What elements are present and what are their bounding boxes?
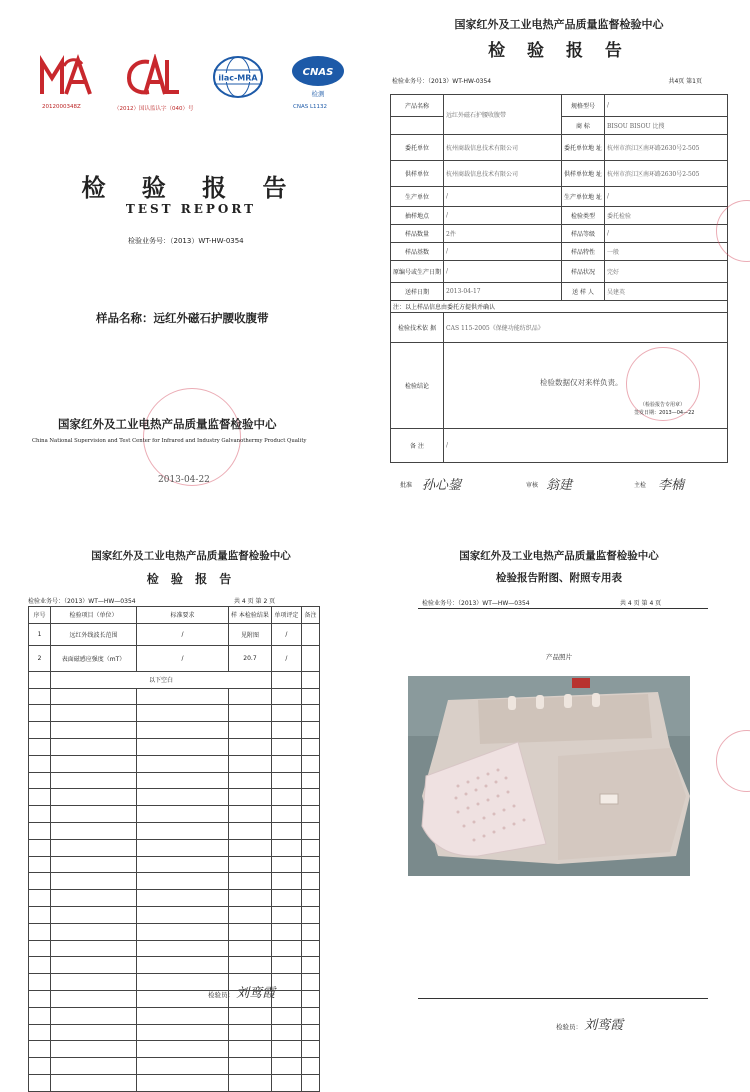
header-cell: 单项评定 — [271, 607, 301, 624]
label-cell: 送 样 人 — [562, 283, 605, 301]
blank-table-row — [29, 705, 320, 722]
inspector-signature: 刘鸾霞 — [236, 986, 276, 1001]
report-page-4 — [386, 538, 732, 1042]
cell: 2 — [29, 645, 51, 671]
value-cell: 吴建英 — [604, 283, 727, 301]
report-title-en: TEST REPORT — [125, 202, 257, 216]
table-row — [29, 623, 320, 645]
test-results-table — [28, 606, 320, 1092]
center-header: 国家红外及工业电热产品质量监督检验中心 — [91, 550, 291, 562]
blank-table-row — [29, 738, 320, 755]
label-cell: 样品数量 — [391, 225, 444, 243]
inspector-signature: 刘鸾霞 — [584, 1018, 624, 1033]
cell: 见附图 — [229, 623, 272, 645]
value-cell: / — [444, 243, 562, 261]
cnas-logo-text: CNAS — [302, 67, 334, 78]
photo-label: 产品照片 — [546, 653, 572, 661]
conclusion-cell — [444, 343, 728, 429]
label-cell: 备 注 — [391, 429, 444, 463]
value-cell: / — [444, 429, 728, 463]
value-cell: / — [604, 95, 727, 117]
value-cell: BISOU BISOU 比搜 — [604, 117, 727, 135]
center-name-en: China National Supervision and Test Center for Infrared and Industry Galvanothermy Product Quality — [32, 438, 307, 444]
blank-rows — [29, 688, 320, 1091]
blank-table-row — [29, 873, 320, 890]
cell: / — [137, 623, 229, 645]
conclusion-text: 检验数据仅对来样负责。 — [540, 378, 623, 387]
inspector-label: 检验员： — [208, 991, 234, 999]
header-cell: 样 本检验结果 — [229, 607, 272, 624]
cell: 表面磁感应强度（mT） — [51, 645, 137, 671]
value-cell: / — [444, 207, 562, 225]
label-cell: 生产单位地 址 — [562, 187, 605, 207]
blank-note: 以下空白 — [51, 671, 272, 688]
value-cell: 委托检验 — [604, 207, 727, 225]
table-note: 注：以上样品信息由委托方提供并确认 — [391, 301, 728, 313]
header-cell: 备注 — [301, 607, 319, 624]
inspector — [208, 982, 275, 1001]
label-cell: 商 标 — [562, 117, 605, 135]
cma-caption: 2012000348Z — [42, 104, 81, 110]
value-cell: / — [604, 225, 727, 243]
header-cell: 标准要求 — [137, 607, 229, 624]
cell: / — [137, 645, 229, 671]
blank-table-row — [29, 806, 320, 823]
report-cover-page — [18, 18, 364, 518]
page-info: 共4页 第1页 — [668, 78, 702, 85]
blank-table-row — [29, 1024, 320, 1041]
value-cell: 完好 — [604, 261, 727, 283]
value-cell: / — [604, 187, 727, 207]
report-title-cn: 检 验 报 告 — [81, 173, 301, 202]
label-cell: 抽样地点 — [391, 207, 444, 225]
value-cell: 杭州市滨江区南环路2630号2-505 — [604, 135, 727, 161]
blank-table-row — [29, 1058, 320, 1075]
blank-table-row — [29, 957, 320, 974]
blank-table-row — [29, 856, 320, 873]
product-photo — [408, 676, 690, 876]
value-cell: 2件 — [444, 225, 562, 243]
blank-table-row — [29, 990, 320, 1007]
attachment-title: 检验报告附图、附照专用表 — [496, 572, 622, 584]
value-cell: 2013-04-17 — [444, 283, 562, 301]
cell — [301, 623, 319, 645]
blank-table-row — [29, 974, 320, 991]
header-divider — [418, 608, 708, 609]
report-page-2 — [18, 538, 364, 1042]
report-date: 2013-04-22 — [158, 475, 210, 485]
label-cell: 供样单位 — [391, 161, 444, 187]
blank-table-row — [29, 923, 320, 940]
cal-logo-icon — [123, 54, 183, 100]
page-info: 共 4 页 第 4 页 — [620, 600, 662, 607]
label-cell: 委托单位地 址 — [562, 135, 605, 161]
blank-table-row — [29, 1074, 320, 1091]
label-cell: 样品等级 — [562, 225, 605, 243]
value-cell: 杭州商载信息技术有限公司 — [444, 135, 562, 161]
review-label: 审核 — [526, 482, 539, 489]
cnas-caption: CNAS L1132 — [293, 104, 328, 110]
blank-table-row — [29, 940, 320, 957]
label-cell: 委托单位 — [391, 135, 444, 161]
ilac-mra-logo-icon — [208, 54, 268, 100]
label-cell: 生产单位 — [391, 187, 444, 207]
blank-table-row — [29, 839, 320, 856]
header-cell: 检验项目（单位） — [51, 607, 137, 624]
value-cell: 杭州商载信息技术有限公司 — [444, 161, 562, 187]
check-signature: 李楠 — [658, 478, 685, 493]
accreditation-logos — [18, 54, 364, 134]
label-cell: 样品状况 — [562, 261, 605, 283]
blank-table-row — [29, 890, 320, 907]
label-cell: 原编号或生产日期 — [391, 261, 444, 283]
report-page-1 — [386, 14, 732, 514]
ilac-logo-text: ilac-MRA — [218, 73, 258, 83]
value-cell: 远红外磁石护腰收腹带 — [444, 95, 562, 135]
report-info-table — [390, 94, 728, 463]
label-cell: 送样日期 — [391, 283, 444, 301]
blank-table-row — [29, 906, 320, 923]
blank-table-row — [29, 688, 320, 705]
center-header: 国家红外及工业电热产品质量监督检验中心 — [459, 550, 659, 562]
check-label: 主检 — [634, 482, 647, 489]
stamp-text: （检验报告专用章） — [640, 402, 686, 408]
business-number: 检验业务号：（2013）WT-HW-0354 — [392, 78, 492, 85]
inspector — [556, 1014, 623, 1033]
value-cell: CAS 115-2005《保健功能纺织品》 — [444, 313, 728, 343]
blank-table-row — [29, 789, 320, 806]
label-cell: 产品名称 — [391, 95, 444, 117]
label-cell: 检验结论 — [391, 343, 444, 429]
report-title: 检 验 报 告 — [146, 572, 236, 586]
label-cell: 规格型号 — [562, 95, 605, 117]
footer-divider — [418, 998, 708, 999]
value-cell: 一般 — [604, 243, 727, 261]
issue-date: 签发日期：2013—04—22 — [634, 410, 695, 416]
business-number: 检验业务号：（2013）WT-HW-0354 — [128, 237, 244, 245]
value-cell: / — [444, 261, 562, 283]
cell: / — [271, 645, 301, 671]
label-cell: 供样单位地 址 — [562, 161, 605, 187]
label-cell: 样品特性 — [562, 243, 605, 261]
cell: 1 — [29, 623, 51, 645]
header-cell: 序号 — [29, 607, 51, 624]
blank-table-row — [29, 1007, 320, 1024]
blank-table-row — [29, 722, 320, 739]
label-cell: 检验技术依 据 — [391, 313, 444, 343]
value-cell: 杭州市滨江区南环路2630号2-505 — [604, 161, 727, 187]
cell — [301, 645, 319, 671]
cal-caption: （2012）国认监认字（040）号 — [114, 106, 194, 112]
business-number: 检验业务号：（2013）WT—HW—0354 — [422, 600, 530, 607]
blank-table-row — [29, 1041, 320, 1058]
business-number: 检验业务号：（2013）WT—HW—0354 — [28, 598, 136, 605]
label-cell: 样品基数 — [391, 243, 444, 261]
page-info: 共 4 页 第 2 页 — [234, 598, 276, 605]
center-header: 国家红外及工业电热产品质量监督检验中心 — [454, 18, 664, 31]
cell: 20.7 — [229, 645, 272, 671]
value-cell: / — [444, 187, 562, 207]
approve-label: 批准 — [400, 482, 413, 489]
approve-signature: 孙心鋆 — [422, 478, 462, 493]
cma-logo-icon — [38, 54, 98, 100]
inspector-label: 检验员： — [556, 1023, 582, 1031]
review-signature: 翁建 — [546, 478, 573, 493]
sample-name: 样品名称：远红外磁石护腰收腹带 — [96, 311, 269, 325]
cnas-logo-icon — [288, 54, 348, 100]
cell: 远红外线波长范围 — [51, 623, 137, 645]
blank-table-row — [29, 772, 320, 789]
table-row — [29, 645, 320, 671]
report-title: 检 验 报 告 — [488, 41, 630, 61]
cnas-caption-top: 检测 — [311, 90, 325, 98]
official-stamp — [143, 388, 241, 486]
blank-table-row — [29, 755, 320, 772]
blank-table-row — [29, 822, 320, 839]
label-cell: 检验类型 — [562, 207, 605, 225]
cell: / — [271, 623, 301, 645]
center-name-cn: 国家红外及工业电热产品质量监督检验中心 — [58, 417, 277, 431]
